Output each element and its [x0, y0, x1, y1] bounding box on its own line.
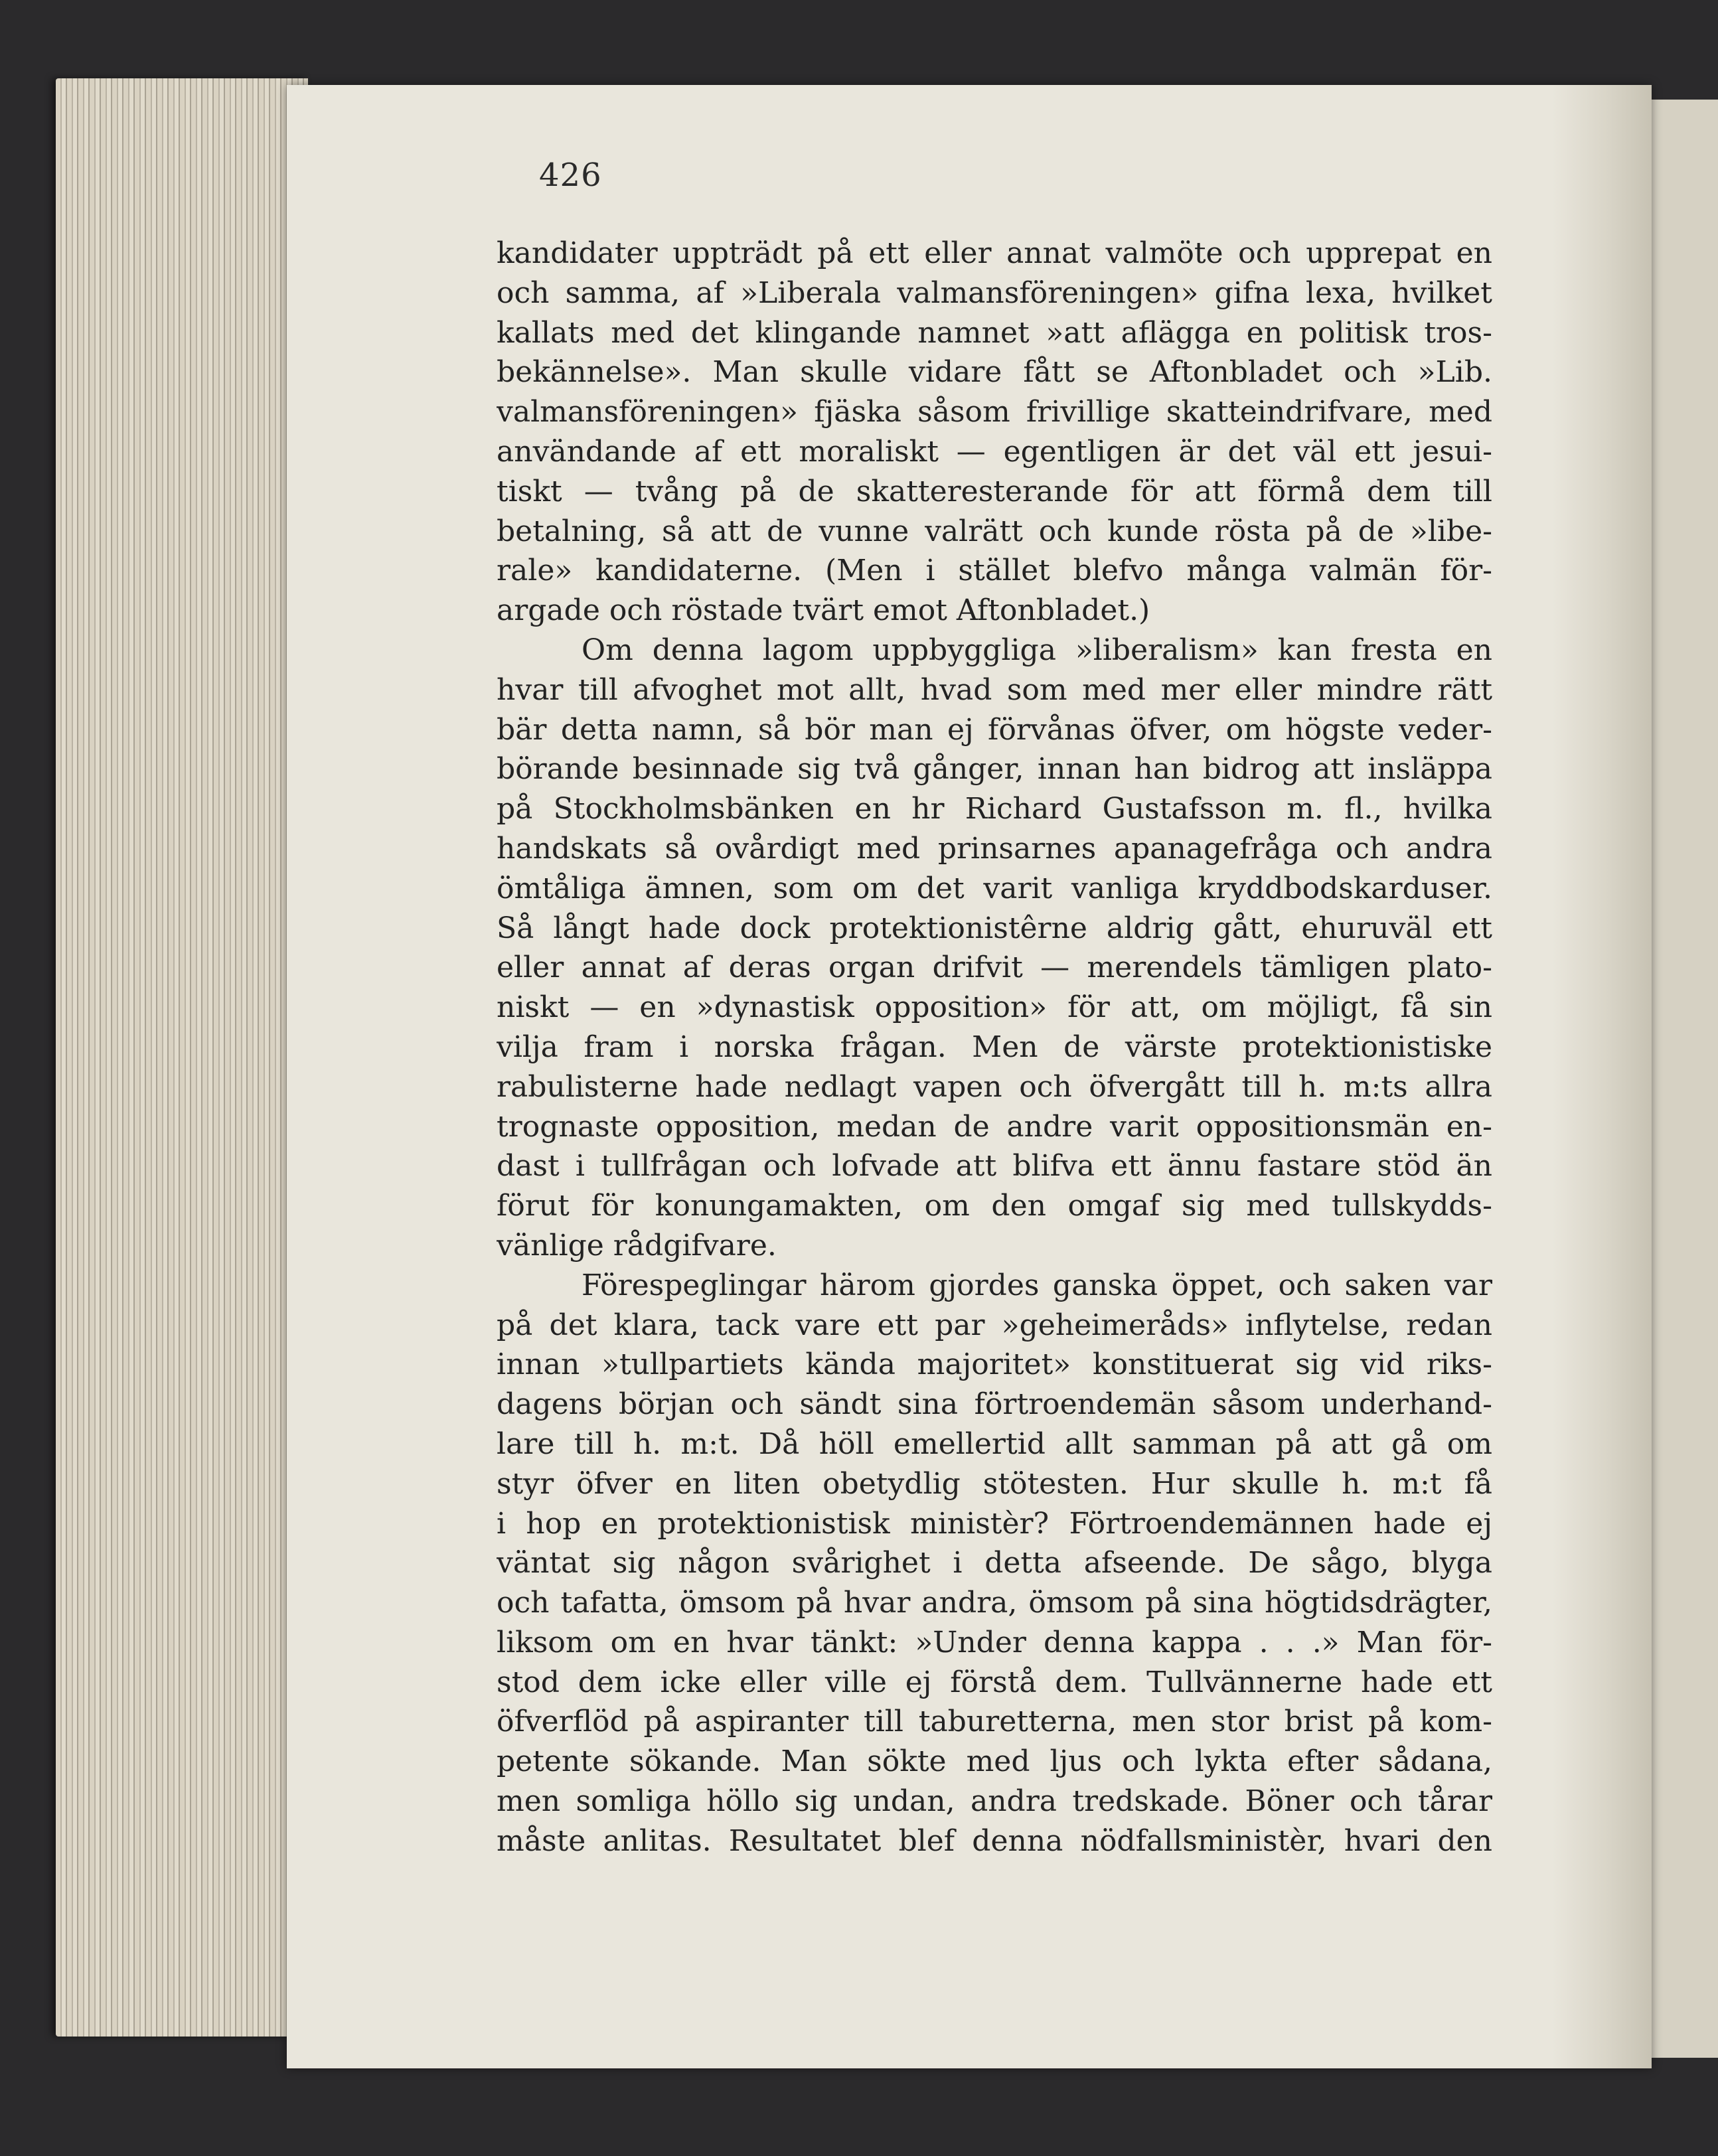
text-line: i hop en protektionistisk ministèr? Förtroendemännen hade ej — [497, 1506, 1492, 1541]
book-page-edges — [56, 78, 308, 2037]
text-line: hvar till afvoghet mot allt, hvad som med mer eller mindre rätt — [497, 672, 1492, 707]
text-line: vänlige rådgifvare. — [497, 1228, 777, 1263]
text-line: öfverflöd på aspiranter till taburetterna, men stor brist på kom- — [497, 1705, 1492, 1739]
text-line: börande besinnade sig två gånger, innan han bidrog att insläppa — [497, 752, 1492, 787]
text-line: ömtåliga ämnen, som om det varit vanliga kryddbodskarduser. — [497, 871, 1492, 905]
text-line: argade och röstade tvärt emot Aftonbladet.) — [497, 593, 1150, 628]
text-line: förut för konungamakten, om den omgaf sig med tullskydds- — [497, 1189, 1492, 1223]
text-line: niskt — en »dynastisk opposition» för att, om möjligt, få sin — [497, 990, 1492, 1025]
text-line: eller annat af deras organ drifvit — merendels tämligen plato- — [497, 951, 1492, 985]
text-line: liksom om en hvar tänkt: »Under denna kappa . . .» Man för- — [497, 1625, 1492, 1659]
text-line: lare till h. m:t. Då höll emellertid allt samman på att gå om — [497, 1426, 1492, 1461]
text-line: kallats med det klingande namnet »att aflägga en politisk tros- — [497, 315, 1492, 350]
text-line: Förespeglingar härom gjordes ganska öppet, och saken var — [582, 1268, 1492, 1302]
text-line: tiskt — tvång på de skatteresterande för att förmå dem till — [497, 474, 1492, 508]
text-line: men somliga höllo sig undan, andra tredskade. Böner och tårar — [497, 1784, 1492, 1819]
text-line: användande af ett moraliskt — egentligen är det väl ett jesui- — [497, 434, 1492, 469]
text-line: petente sökande. Man sökte med ljus och lykta efter sådana, — [497, 1744, 1492, 1779]
page-gutter-shadow — [1552, 85, 1652, 2068]
text-line: rale» kandidaterne. (Men i stället blefvo många valmän för- — [497, 554, 1492, 588]
text-line: valmansföreningen» fjäska såsom frivillige skatteindrifvare, med — [497, 395, 1492, 429]
text-line: Så långt hade dock protektionistêrne aldrig gått, ehuruväl ett — [497, 911, 1492, 945]
text-line: Om denna lagom uppbyggliga »liberalism» kan fresta en — [582, 633, 1492, 667]
body-text — [497, 234, 1492, 1861]
text-line: på det klara, tack vare ett par »geheimeråds» inflytelse, redan — [497, 1308, 1492, 1342]
text-line: dast i tullfrågan och lofvade att blifva ett ännu fastare stöd än — [497, 1149, 1492, 1184]
text-line: vilja fram i norska frågan. Men de värste protektionistiske — [497, 1030, 1492, 1064]
text-line: betalning, så att de vunne valrätt och kunde rösta på de »libe- — [497, 514, 1492, 548]
text-line: bär detta namn, så bör man ej förvånas öfver, om högste veder- — [497, 712, 1492, 747]
text-line: dagens början och sändt sina förtroendemän såsom underhand- — [497, 1387, 1492, 1422]
text-line: rabulisterne hade nedlagt vapen och öfvergått till h. m:ts allra — [497, 1069, 1492, 1104]
text-line: innan »tullpartiets kända majoritet» konstituerat sig vid riks- — [497, 1348, 1492, 1382]
text-line: stod dem icke eller ville ej förstå dem. Tullvännerne hade ett — [497, 1665, 1492, 1699]
text-line: måste anlitas. Resultatet blef denna nödfallsministèr, hvari den — [497, 1823, 1492, 1858]
text-line: kandidater uppträdt på ett eller annat valmöte och upprepat en — [497, 236, 1492, 270]
page-number: 426 — [539, 157, 602, 194]
text-line: på Stockholmsbänken en hr Richard Gustafsson m. fl., hvilka — [497, 792, 1492, 826]
text-line: och samma, af »Liberala valmansföreningen» gifna lexa, hvilket — [497, 275, 1492, 310]
text-line: handskats så ovårdigt med prinsarnes apanagefråga och andra — [497, 831, 1492, 866]
text-line: bekännelse». Man skulle vidare fått se Aftonbladet och »Lib. — [497, 355, 1492, 390]
text-line: väntat sig någon svårighet i detta afseende. De sågo, blyga — [497, 1546, 1492, 1580]
text-line: trognaste opposition, medan de andre varit oppositionsmän en- — [497, 1109, 1492, 1144]
text-line: och tafatta, ömsom på hvar andra, ömsom på sina högtidsdrägter, — [497, 1586, 1492, 1620]
text-line: styr öfver en liten obetydlig stötesten. Hur skulle h. m:t få — [497, 1466, 1492, 1501]
